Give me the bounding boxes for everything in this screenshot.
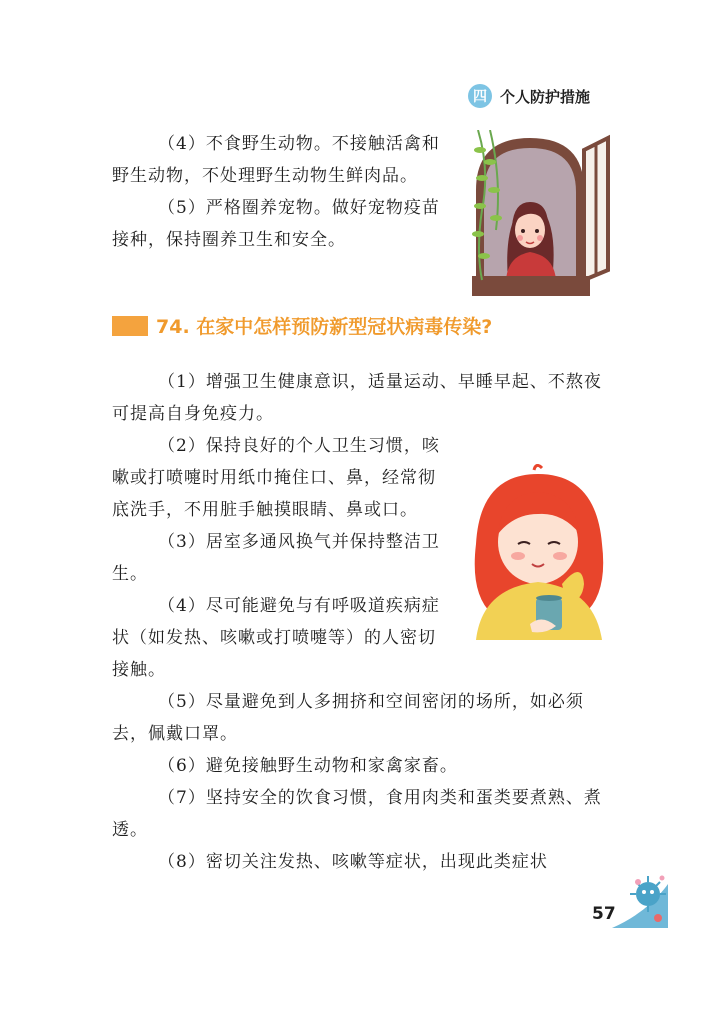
girl-with-cup-illustration (462, 464, 614, 640)
paragraph-pets: （5）严格圈养宠物。做好宠物疫苗接种，保持圈养卫生和安全。 (112, 198, 440, 250)
chapter-title: 个人防护措施 (500, 87, 591, 106)
virus-corner-icon (608, 872, 672, 932)
section-heading (112, 312, 492, 339)
woman-at-window-illustration (468, 130, 614, 296)
paragraph-wildlife: （6）避免接触野生动物和家禽家畜。 (158, 756, 458, 776)
paragraph-avoid-contact: （4）尽可能避免与有呼吸道疾病症状（如发热、咳嗽或打喷嚏等）的人密切接触。 (112, 596, 440, 680)
paragraph-no-wild-animals: （4）不食野生动物。不接触活禽和野生动物，不处理野生动物生鲜肉品。 (112, 134, 440, 186)
paragraph-block-3 (112, 686, 612, 878)
paragraph-food: （7）坚持安全的饮食习惯，食用肉类和蛋类要煮熟、煮透。 (112, 788, 602, 840)
paragraph-hygiene: （2）保持良好的个人卫生习惯，咳嗽或打喷嚏时用纸巾掩住口、鼻，经常彻底洗手，不用脏手触摸眼睛、鼻或口。 (112, 436, 440, 520)
page-number: 57 (592, 904, 616, 924)
section-title: 74. 在家中怎样预防新型冠状病毒传染? (156, 316, 493, 338)
paragraph-crowds: （5）尽量避免到人多拥挤和空间密闭的场所，如必须去，佩戴口罩。 (112, 692, 584, 744)
running-header (468, 84, 590, 108)
section-marker (112, 316, 148, 336)
paragraph-symptoms: （8）密切关注发热、咳嗽等症状，出现此类症状 (158, 852, 548, 872)
chapter-badge: 四 (468, 84, 492, 108)
paragraph-immunity: （1）增强卫生健康意识，适量运动、早睡早起、不熬夜可提高自身免疫力。 (112, 372, 602, 424)
top-text-block (112, 128, 446, 256)
paragraph-ventilation: （3）居室多通风换气并保持整洁卫生。 (112, 532, 440, 584)
paragraph-block-1 (112, 366, 612, 430)
paragraph-block-2-body (112, 430, 452, 686)
